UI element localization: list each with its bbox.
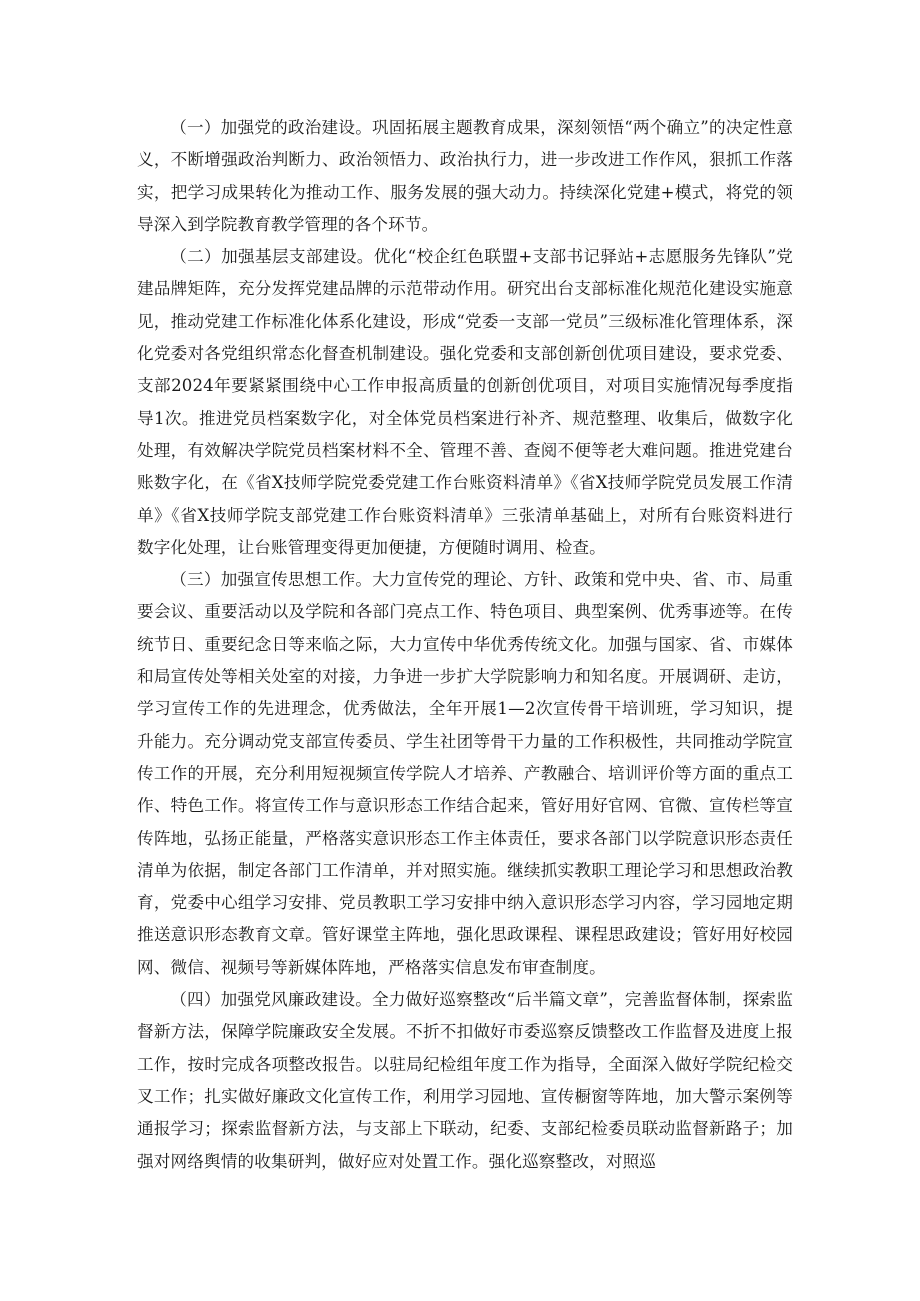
- paragraph-propaganda-work: （三）加强宣传思想工作。大力宣传党的理论、方针、政策和党中央、省、市、局重要会议、重要活动以及学院和各部门亮点工作、特色项目、典型案例、优秀事迹等。在传统节日、重要纪念日等来临之际，大力宣传中华优秀传统文化。加强与国家、省、市媒体和局宣传处等相关处室的对接，力争进一步扩大学院影响力和知名度。开展调研、走访，学习宣传工作的先进理念，优秀做法，全年开展1—2次宣传骨干培训班，学习知识，提升能力。充分调动党支部宣传委员、学生社团等骨干力量的工作积极性，共同推动学院宣传工作的开展，充分利用短视频宣传学院人才培养、产教融合、培训评价等方面的重点工作、特色工作。将宣传工作与意识形态工作结合起来，管好用好官网、官微、宣传栏等宣传阵地，弘扬正能量，严格落实意识形态工作主体责任，要求各部门以学院意识形态责任清单为依据，制定各部门工作清单，并对照实施。继续抓实教职工理论学习和思想政治教育，党委中心组学习安排、党员教职工学习安排中纳入意识形态学习内容，学习园地定期推送意识形态教育文章。管好课堂主阵地，强化思政课程、课程思政建设；管好用好校园网、微信、视频号等新媒体阵地，严格落实信息发布审查制度。: [137, 570, 793, 977]
- paragraph-integrity-building: （四）加强党风廉政建设。全力做好巡察整改“后半篇文章”，完善监督体制，探索监督新方法，保障学院廉政安全发展。不折不扣做好市委巡察反馈整改工作监督及进度上报工作，按时完成各项整改报告。以驻局纪检组年度工作为指导，全面深入做好学院纪检交叉工作；扎实做好廉政文化宣传工作，利用学习园地、宣传橱窗等阵地，加大警示案例等通报学习；探索监督新方法，与支部上下联动，纪委、支部纪检委员联动监督新路子；加强对网络舆情的收集研判，做好应对处置工作。强化巡察整改，对照巡: [137, 990, 793, 1171]
- paragraph-branch-building: （二）加强基层支部建设。优化“校企红色联盟+支部书记驿站+志愿服务先锋队”党建品牌矩阵，充分发挥党建品牌的示范带动作用。研究出台支部标准化规范化建设实施意见，推动党建工作标准化体系化建设，形成“党委一支部一党员”三级标准化管理体系，深化党委对各党组织常态化督查机制建设。强化党委和支部创新创优项目建设，要求党委、支部2024年要紧紧围绕中心工作申报高质量的创新创优项目，对项目实施情况每季度指导1次。推进党员档案数字化，对全体党员档案进行补齐、规范整理、收集后，做数字化处理，有效解决学院党员档案材料不全、管理不善、查阅不便等老大难问题。推进党建台账数字化，在《省X技师学院党委党建工作台账资料清单》《省X技师学院党员发展工作清单》《省X技师学院支部党建工作台账资料清单》三张清单基础上，对所有台账资料进行数字化处理，让台账管理变得更加便捷，方便随时调用、检查。: [137, 247, 793, 557]
- paragraph-political-building: （一）加强党的政治建设。巩固拓展主题教育成果，深刻领悟“两个确立”的决定性意义，不断增强政治判断力、政治领悟力、政治执行力，进一步改进工作作风，狠抓工作落实，把学习成果转化为推动工作、服务发展的强大动力。持续深化党建+模式，将党的领导深入到学院教育教学管理的各个环节。: [137, 118, 793, 234]
- document-body: [137, 112, 793, 1178]
